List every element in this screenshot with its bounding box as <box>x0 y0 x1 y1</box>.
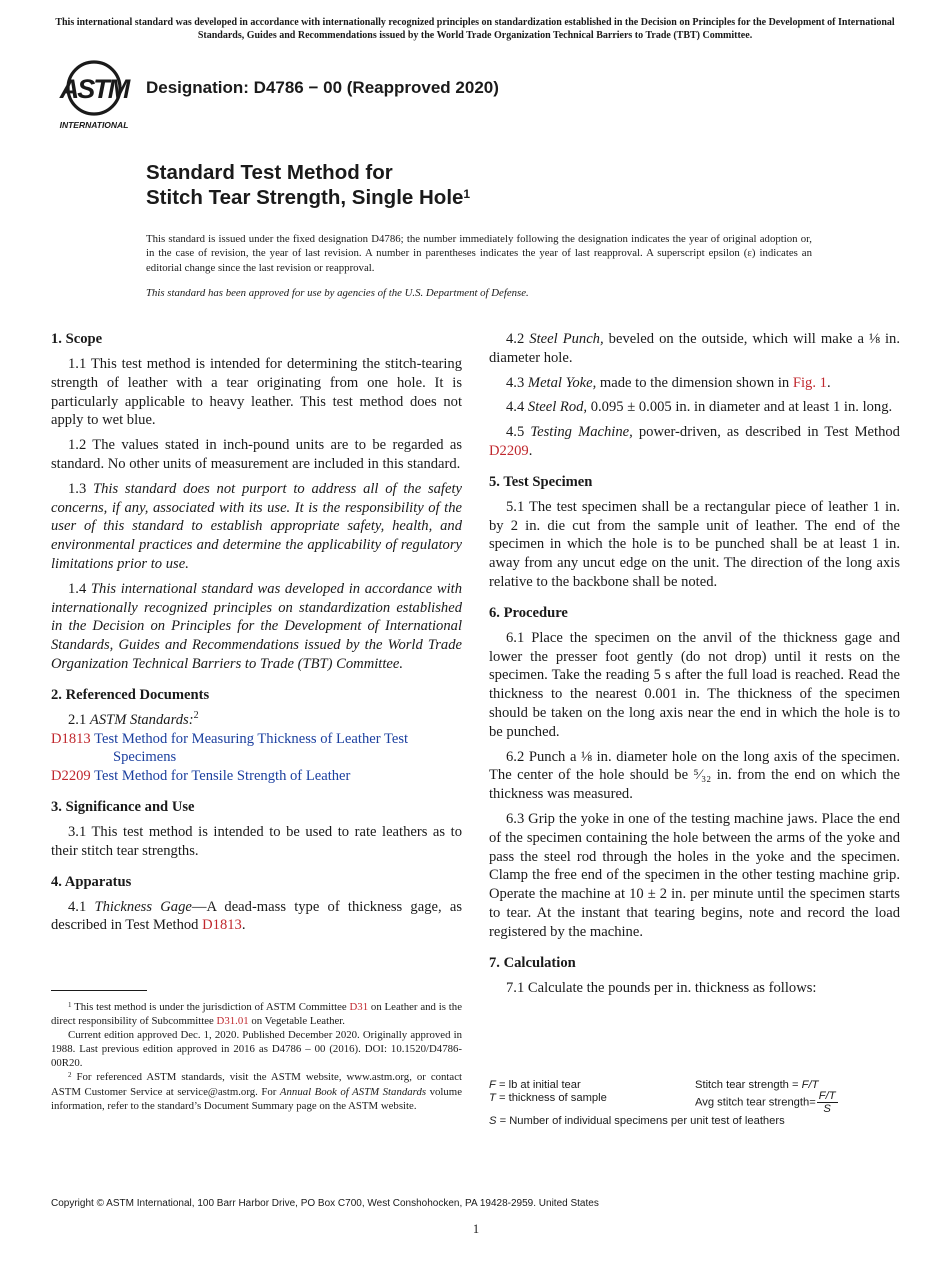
footnote-1: $^1$ This test method is under the jurisdiction of ASTM Committee D31 on Leather and is the direct responsibility of Subcommittee D31.01 on Vegetable Leather. <box>51 1001 462 1028</box>
link-d31[interactable]: D31 <box>349 1001 369 1013</box>
section-calculation <box>489 954 900 998</box>
link-fig-1[interactable]: Fig. 1 <box>792 374 827 391</box>
apparatus-4-2: 4.2 Steel Punch, beveled on the outside, which will make a ⅛ in. diameter hole. <box>489 331 901 366</box>
apparatus-4-1: 4.1 Thickness Gage—A dead-mass type of thickness gage, as described in Test Method D1813. <box>51 898 462 934</box>
referenced-heading: 2. Referenced Documents <box>51 686 210 703</box>
eq-stitch-tear-strength: Stitch tear strength = F/T <box>695 1079 819 1091</box>
apparatus-heading: 4. Apparatus <box>51 873 132 890</box>
link-d2209[interactable]: D2209 <box>489 442 529 459</box>
title-line-1: Standard Test Method for <box>146 161 393 184</box>
apparatus-4-4: 4.4 Steel Rod, 0.095 ± 0.005 in. in diameter and at least 1 in. long. <box>506 399 893 416</box>
def-f: F = lb at initial tear <box>489 1079 581 1091</box>
def-s: S = Number of individual specimens per unit test of leathers <box>489 1115 785 1127</box>
section-scope <box>51 330 462 674</box>
footnote-2: $^2$ For referenced ASTM standards, visit the ASTM website, www.astm.org, or contact ASTM Customer Service at service@astm.org. For Annual Book of ASTM Standards volume information, refer to the standard’s Document Summary page on the ASTM website. <box>51 1071 462 1112</box>
ref-d1813[interactable]: D1813 Test Method for Measuring Thickness of Leather Test Specimens <box>51 730 409 766</box>
procedure-6-1: 6.1 Place the specimen on the anvil of the thickness gage and lower the presser foot gently (do not drop) until it rests on the specimen. Take the reading 5 s after the full load is reached. Read the thickness to the nearest 0.001 in. The thickness of the specimen should be taken on the long axis near the end in which the hole is to be punched. <box>489 629 900 740</box>
scope-heading: 1. Scope <box>51 331 103 347</box>
procedure-6-2: 6.2 Punch a ⅛ in. diameter hole on the long axis of the specimen. The center of the hole should be ⁵⁄₃₂ in. from the end on which the thickness was measured. <box>489 748 900 803</box>
logo-subtitle: INTERNATIONAL <box>59 120 129 130</box>
section-procedure <box>489 604 900 942</box>
right-column <box>489 330 900 1009</box>
link-d1813[interactable]: D1813 <box>202 917 242 934</box>
apparatus-4-3: 4.3 Metal Yoke, made to the dimension shown in Fig. 1. <box>506 374 831 391</box>
procedure-heading: 6. Procedure <box>489 604 568 621</box>
referenced-2-1: 2.1 ASTM Standards:$^2$ <box>68 709 199 728</box>
astm-logo-icon <box>54 58 134 120</box>
scope-1-2: 1.2 The values stated in inch-pound units are to be regarded as standard. No other units of measurement are included in this standard. <box>51 437 462 472</box>
astm-logo <box>54 58 134 134</box>
procedure-6-3: 6.3 Grip the yoke in one of the testing machine jaws. Place the end of the specimen containing the hole between the arms of the yoke and pass the steel rod through the holes in the yoke and the specimen. Clamp the free end of the specimen in the other testing machine grip. Operate the machine at 10 ± 2 in. per minute until the specimen starts to tear. At the instant that tearing begins, note and record the load registered by the machine. <box>489 810 900 940</box>
left-column <box>51 330 462 947</box>
significance-heading: 3. Significance and Use <box>51 798 195 815</box>
ref-d2209[interactable]: D2209 Test Method for Tensile Strength of Leather <box>51 768 351 785</box>
section-apparatus-cont <box>489 330 900 461</box>
title-line-2: Stitch Tear Strength, Single Hole$^1$ <box>146 186 471 209</box>
footnote-1-edition: Current edition approved Dec. 1, 2020. Published December 2020. Originally approved in 1988. Last previous edition approved in 2016 as D4786 – 00 (2016). DOI: 10.1520/D4786-00R20. <box>51 1029 462 1070</box>
scope-1-4: 1.4 This international standard was developed in accordance with internationally recognized principles on standardization established in the Decision on Principles for the Development of International Standards, Guides and Recommendations issued by the World Trade Organization Technical Barriers to Trade (TBT) Committee. <box>51 580 463 672</box>
page-number: 1 <box>472 1222 480 1236</box>
calculation-block <box>489 1076 900 1132</box>
scope-1-3: 1.3 This standard does not purport to address all of the safety concerns, if any, associated with its use. It is the responsibility of the user of this standard to establish appropriate safety, health, and environmental practices and determine the applicability of regulatory limitations prior to use. <box>51 480 462 572</box>
fraction: $\frac{F/T}{S}$ <box>818 1090 836 1115</box>
calculation-7-1: 7.1 Calculate the pounds per in. thickness as follows: <box>506 979 817 996</box>
issued-note: This standard is issued under the fixed designation D4786; the number immediately following the designation indicates the year of original adoption or, in the case of revision, the year of last revision. A number in parentheses indicates the year of last reapproval. A superscript epsilon (ε) indicates an editorial change since the last revision or reapproval. <box>146 233 812 274</box>
link-d31-01[interactable]: D31.01 <box>216 1015 249 1028</box>
title-footnote-mark: 1 <box>463 187 471 201</box>
dod-note: This standard has been approved for use by agencies of the U.S. Department of Defense. <box>146 287 529 299</box>
copyright: Copyright © ASTM International, 100 Barr Harbor Drive, PO Box C700, West Conshohocken, PA 19428-2959. United States <box>51 1198 599 1209</box>
eq-avg-stitch-tear-strength: Avg stitch tear strength= $\frac{F/T}{S}$ <box>695 1090 836 1115</box>
designation: Designation: D4786 − 00 (Reapproved 2020) <box>146 78 499 97</box>
specimen-heading: 5. Test Specimen <box>489 473 593 490</box>
apparatus-4-5: 4.5 Testing Machine, power-driven, as described in Test Method D2209. <box>489 424 900 459</box>
section-significance <box>51 798 462 861</box>
section-test-specimen <box>489 473 900 592</box>
footnotes <box>51 1000 462 1113</box>
def-t: T = thickness of sample <box>489 1092 607 1104</box>
footnote-divider <box>51 990 147 991</box>
calculation-heading: 7. Calculation <box>489 954 576 971</box>
standard-title <box>146 160 470 210</box>
section-referenced-documents <box>51 686 462 786</box>
significance-3-1: 3.1 This test method is intended to be used to rate leathers as to their stitch tear strengths. <box>51 823 462 859</box>
trade-disclaimer: This international standard was developed in accordance with internationally recognized principles on standardization established in the Decision on Principles for the Development of International Standards, Guides and Recommendations issued by the World Trade Organization Technical Barriers to Trade (TBT) Committee. <box>55 17 895 41</box>
scope-1-1: 1.1 This test method is intended for determining the stitch-tearing strength of leather with a tear originating from one hole. It is particularly applicable to heavy leather. This test method does not apply to wet blue. <box>51 356 462 429</box>
svg-text:ASTM: ASTM <box>59 74 129 104</box>
specimen-5-1: 5.1 The test specimen shall be a rectangular piece of leather 1 in. by 2 in. die cut from the sample unit of leather. The end of the specimen in which the hole is to be punched shall be at least 1 in. away from any uncut edge on the unit. The direction of the long axis relative to the backbone shall be noted. <box>489 498 900 590</box>
section-apparatus <box>51 873 462 936</box>
